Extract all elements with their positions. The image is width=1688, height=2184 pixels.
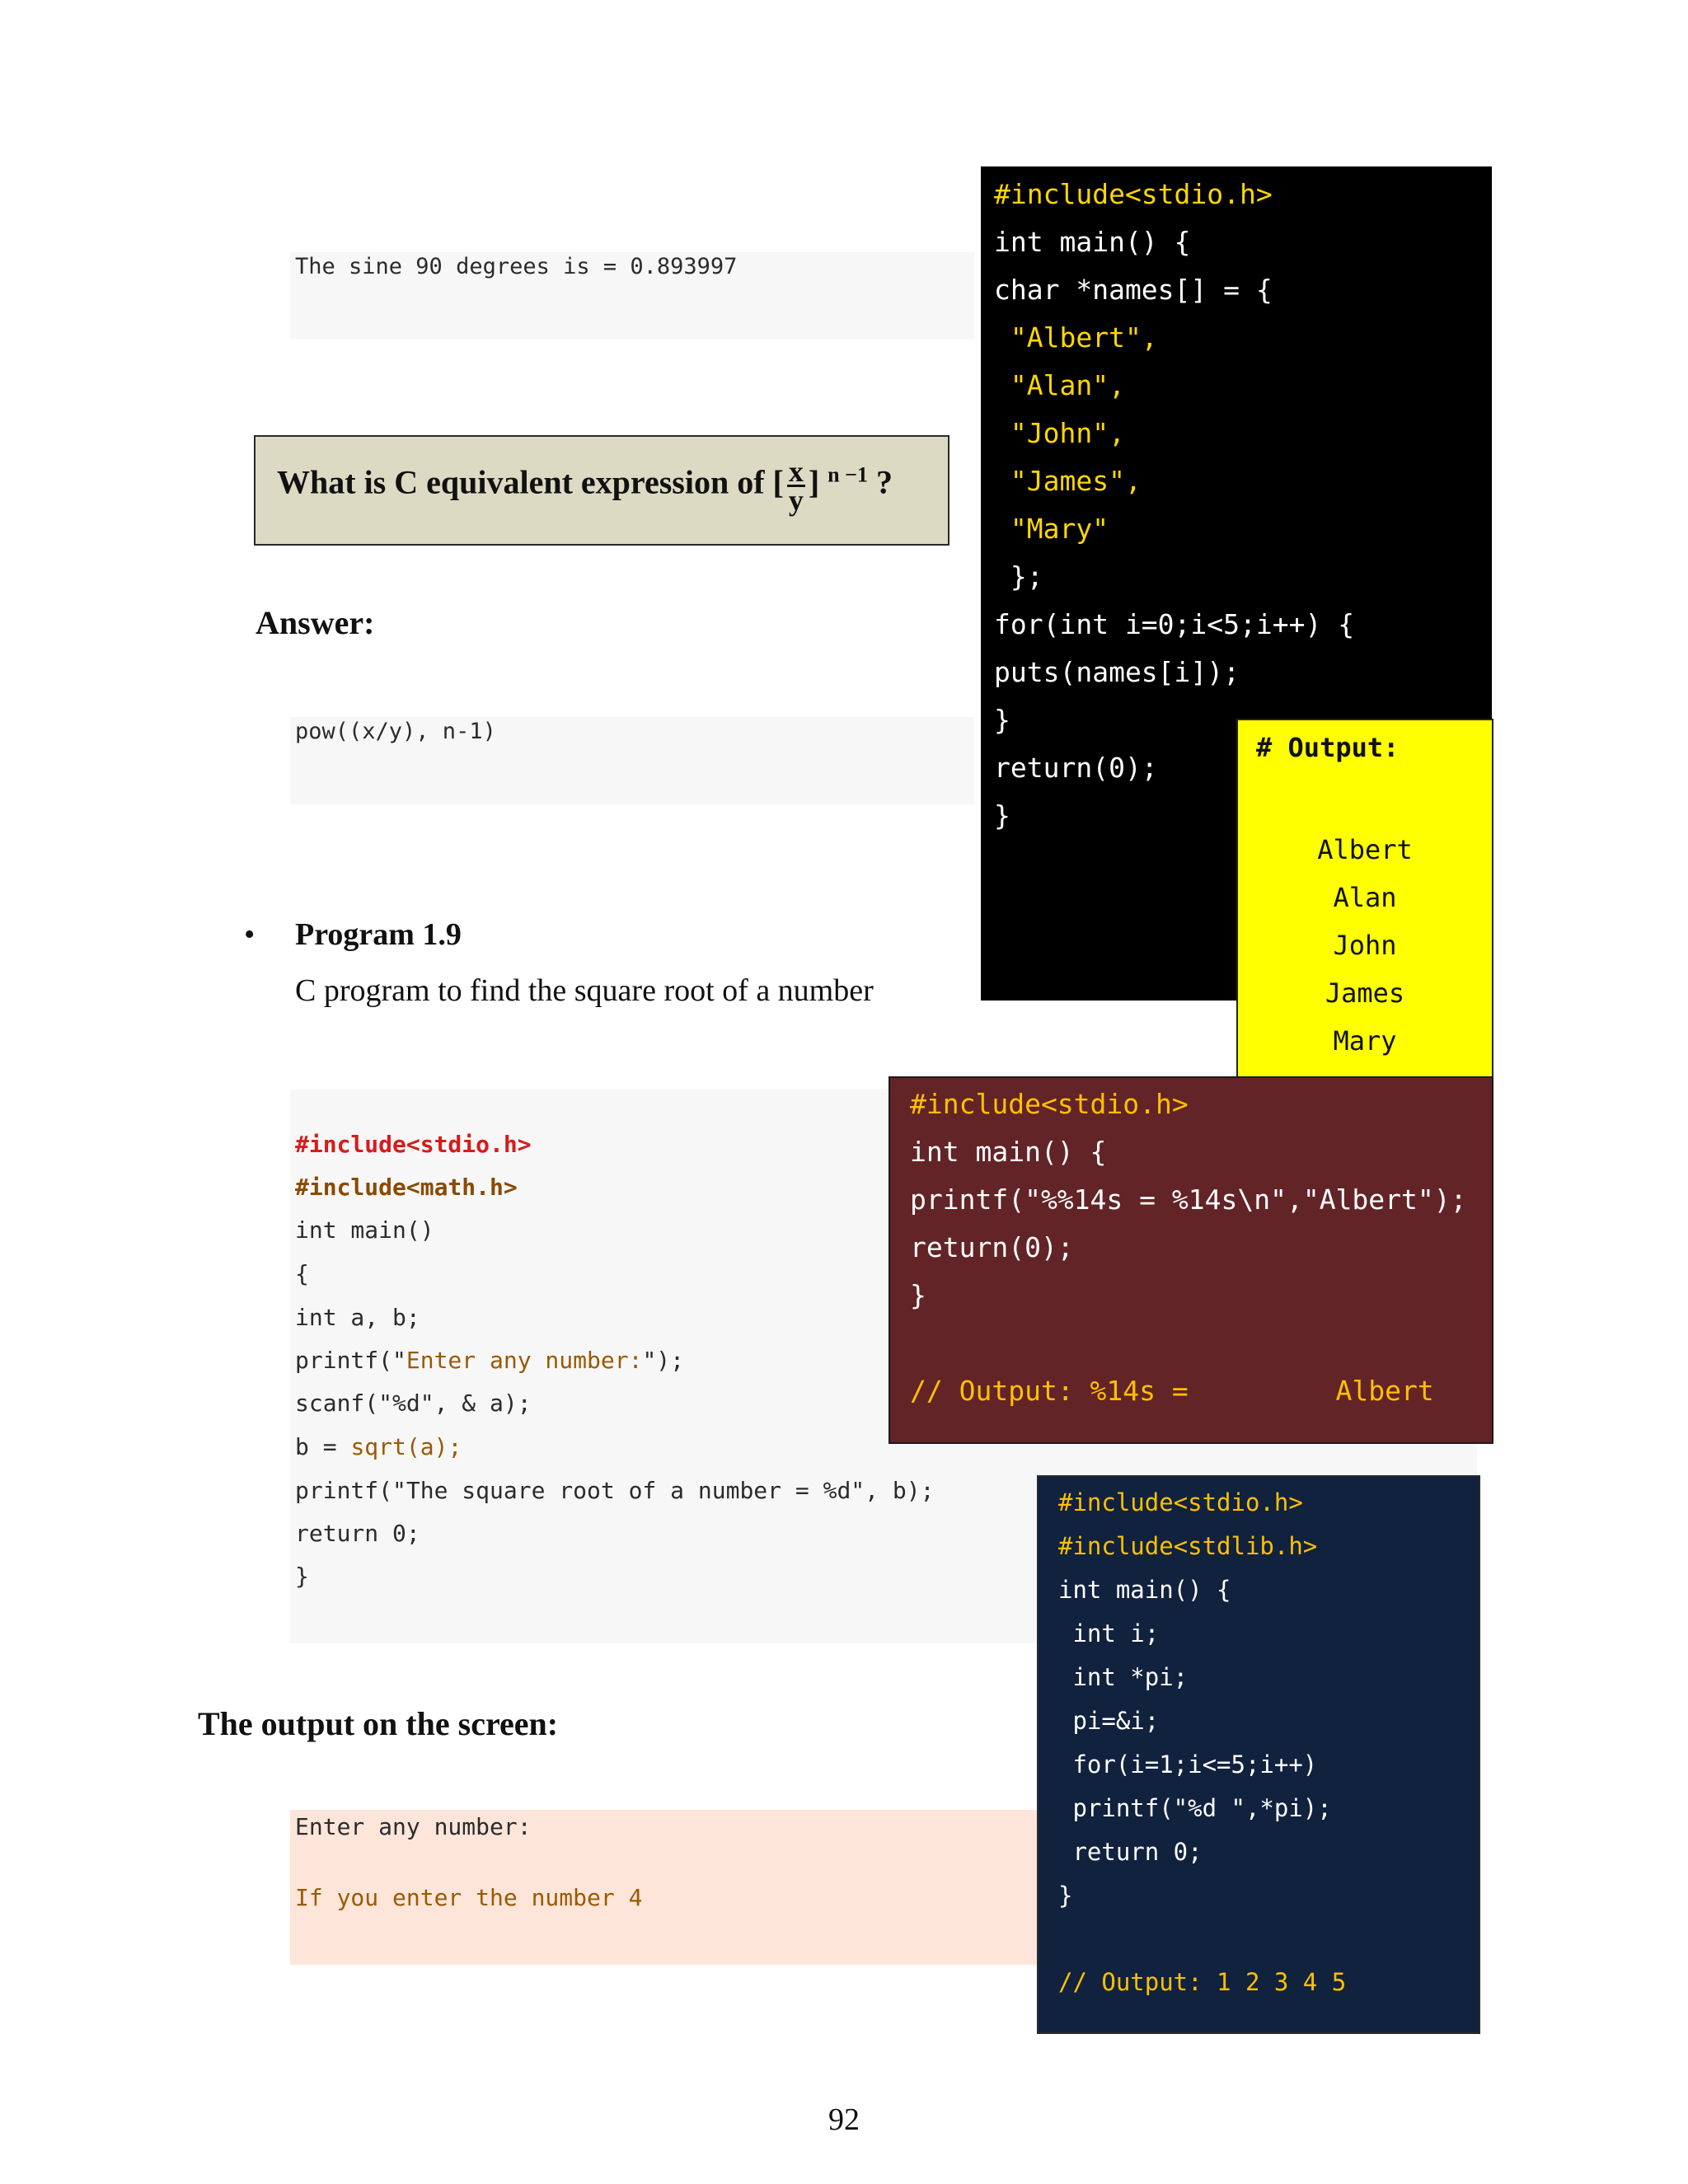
output-name: James: [1325, 977, 1405, 1009]
maroon-output: // Output: %14s = Albert: [910, 1375, 1434, 1407]
code-close-brace: }: [295, 1563, 309, 1590]
navy-line-10: }: [1058, 1882, 1073, 1910]
question-prefix: What is C equivalent expression of [: [277, 463, 784, 501]
navy-line-8: printf("%d ",*pi);: [1058, 1794, 1332, 1822]
navy-line-3: int main() {: [1058, 1576, 1231, 1604]
question-text: [277, 455, 893, 517]
question-box: [254, 435, 950, 546]
black-line-13: return(0);: [994, 752, 1158, 784]
black-line-12: }: [994, 704, 1010, 736]
navy-line-2: #include<stdlib.h>: [1058, 1532, 1318, 1560]
code-printf-result: printf("The square root of a number = %d", b);: [295, 1477, 935, 1504]
maroon-line-5: }: [910, 1279, 926, 1311]
maroon-line-4: return(0);: [910, 1231, 1074, 1263]
code-include-math: #include<math.h>: [295, 1174, 518, 1201]
fraction-denominator: y: [788, 484, 804, 517]
answer-heading: Answer:: [256, 604, 375, 641]
code-assign: [295, 1433, 462, 1460]
screen-output-line1: Enter any number:: [295, 1813, 532, 1840]
yellow-output-panel: [1236, 719, 1493, 1080]
code-main: int main(): [295, 1216, 434, 1244]
black-line-5: "Alan",: [994, 369, 1125, 401]
output-name: Alan: [1333, 882, 1397, 913]
navy-line-4: int i;: [1058, 1619, 1160, 1647]
black-line-8: "Mary": [994, 513, 1109, 545]
black-line-9: };: [994, 560, 1043, 593]
question-exponent: n −1: [828, 462, 868, 487]
page-number: 92: [828, 2102, 860, 2137]
black-line-4: "Albert",: [994, 321, 1158, 354]
yellow-output-names: [1238, 826, 1492, 1065]
question-end: ?: [875, 463, 893, 501]
question-suffix: ]: [808, 463, 820, 501]
code-scanf: scanf("%d", & a);: [295, 1390, 532, 1417]
maroon-line-3: printf("%%14s = %14s\n","Albert");: [910, 1183, 1467, 1216]
code-declaration: int a, b;: [295, 1304, 420, 1331]
black-line-10: for(int i=0;i<5;i++) {: [994, 608, 1355, 640]
program-title: Program 1.9: [295, 917, 462, 952]
navy-line-5: int *pi;: [1058, 1663, 1189, 1691]
code-open-brace: {: [295, 1260, 309, 1287]
fraction-numerator: x: [788, 455, 804, 488]
code-include-stdio: #include<stdio.h>: [295, 1131, 532, 1158]
black-line-3: char *names[] = {: [994, 274, 1273, 306]
code-printf-post: ");: [642, 1347, 685, 1374]
output-heading: The output on the screen:: [198, 1705, 559, 1742]
black-line-14: }: [994, 799, 1010, 832]
sine-output-text: The sine 90 degrees is = 0.893997: [295, 254, 738, 279]
navy-output: // Output: 1 2 3 4 5: [1058, 1968, 1347, 1996]
answer-code-text: pow((x/y), n-1): [295, 719, 496, 744]
code-printf-prompt: [295, 1347, 684, 1374]
navy-code-panel: [1037, 1475, 1480, 2034]
maroon-code-panel: [889, 1076, 1493, 1444]
output-name: Mary: [1333, 1025, 1397, 1057]
yellow-output-heading: # Output:: [1256, 732, 1400, 763]
black-line-1: #include<stdio.h>: [994, 178, 1273, 210]
program-bullet: •: [244, 917, 256, 952]
output-name: John: [1333, 930, 1397, 961]
navy-line-9: return 0;: [1058, 1838, 1203, 1866]
code-printf-string: Enter any number:: [406, 1347, 643, 1374]
black-line-11: puts(names[i]);: [994, 656, 1240, 688]
maroon-line-1: #include<stdio.h>: [910, 1088, 1189, 1120]
program-description: C program to find the square root of a number: [295, 973, 874, 1008]
black-line-7: "James",: [994, 465, 1142, 497]
fraction-x-over-y: [787, 455, 805, 517]
navy-line-7: for(i=1;i<=5;i++): [1058, 1750, 1318, 1779]
code-return: return 0;: [295, 1520, 420, 1547]
output-name: Albert: [1317, 834, 1413, 865]
black-line-2: int main() {: [994, 226, 1191, 258]
navy-line-6: pi=&i;: [1058, 1707, 1160, 1735]
code-sqrt-call: sqrt(a);: [350, 1433, 462, 1460]
maroon-line-2: int main() {: [910, 1136, 1107, 1168]
screen-output-line2: If you enter the number 4: [295, 1884, 643, 1911]
navy-line-1: #include<stdio.h>: [1058, 1488, 1303, 1516]
black-line-6: "John",: [994, 417, 1125, 449]
code-printf-pre: printf(": [295, 1347, 406, 1374]
code-assign-pre: b =: [295, 1433, 351, 1460]
